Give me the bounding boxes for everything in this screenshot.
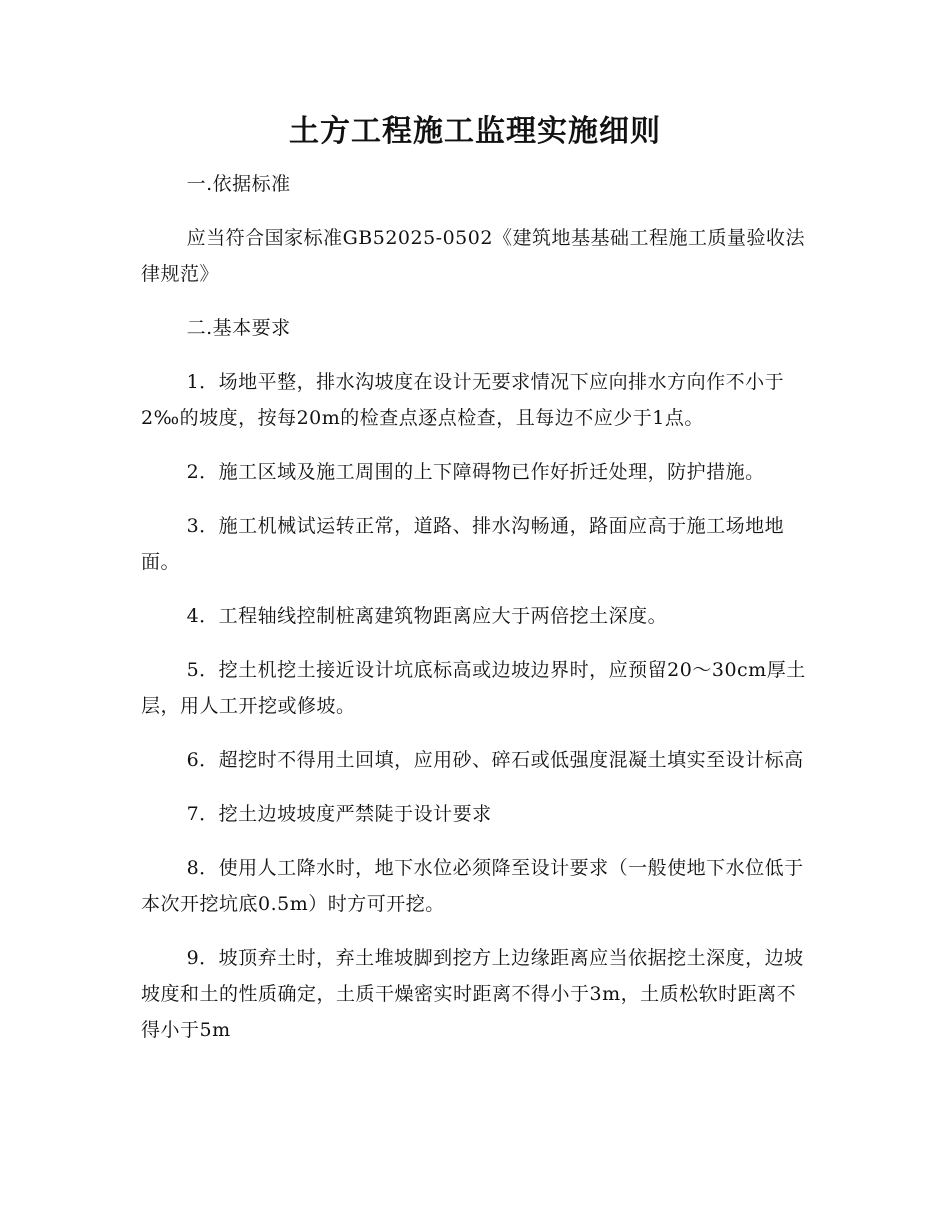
requirement-item-8: 8．使用人工降水时，地下水位必须降至设计要求（一般使地下水位低于本次开挖坑底0.5m）时方可开挖。 <box>141 857 804 915</box>
paragraph-standard: 应当符合国家标准GB52025-0502《建筑地基基础工程施工质量验收法律规范》 <box>141 227 805 285</box>
document-body <box>141 166 811 1066</box>
requirement-item-2: 2．施工区域及施工周围的上下障碍物已作好折迁处理，防护措施。 <box>186 461 765 483</box>
requirement-item-7: 7．挖土边坡坡度严禁陡于设计要求 <box>186 803 492 825</box>
requirement-item-3: 3．施工机械试运转正常，道路、排水沟畅通，路面应高于施工场地地面。 <box>141 515 785 573</box>
requirement-item-4: 4．工程轴线控制桩离建筑物距离应大于两倍挖土深度。 <box>186 605 668 627</box>
section-heading-basis: 一.依据标准 <box>186 173 291 195</box>
requirement-item-6: 6．超挖时不得用土回填，应用砂、碎石或低强度混凝土填实至设计标高 <box>186 749 804 771</box>
document-title: 土方工程施工监理实施细则 <box>289 114 661 149</box>
requirement-item-9: 9．坡顶弃土时，弃土堆坡脚到挖方上边缘距离应当依据挖土深度，边坡坡度和土的性质确定，土质干燥密实时距离不得小于3m，土质松软时距离不得小于5m <box>141 947 804 1041</box>
section-heading-requirements: 二.基本要求 <box>186 317 291 339</box>
requirement-item-1: 1．场地平整，排水沟坡度在设计无要求情况下应向排水方向作不小于2‰的坡度，按每20m的检查点逐点检查，且每边不应少于1点。 <box>141 371 785 429</box>
requirement-item-5: 5．挖土机挖土接近设计坑底标高或边坡边界时，应预留20～30cm厚土层，用人工开挖或修坡。 <box>141 659 806 717</box>
